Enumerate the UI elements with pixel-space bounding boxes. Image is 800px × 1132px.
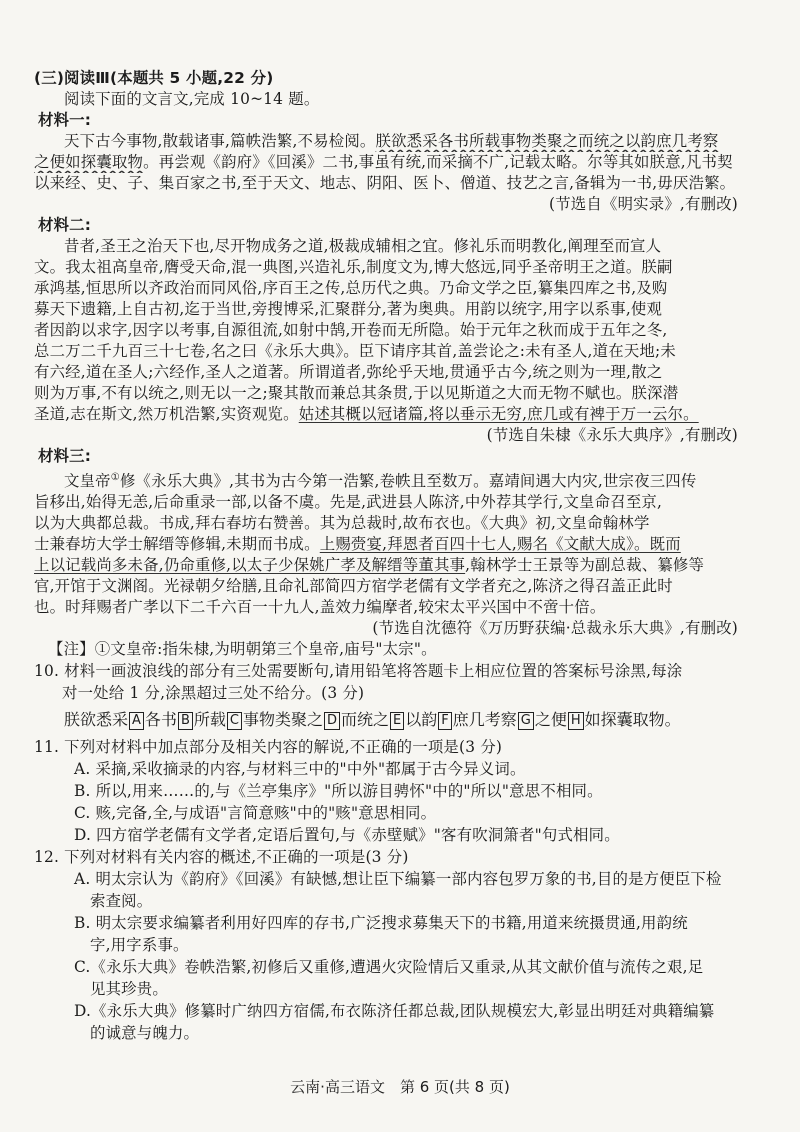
q12-option-c-cont: 见其珍贵。 [90, 980, 168, 999]
section-instruction: 阅读下面的文言文,完成 10~14 题。 [64, 90, 320, 108]
q12-option-d[interactable]: D.《永乐大典》修纂时广纳四方宿儒,布衣陈济任都总裁,团队规模宏大,彰显出明廷对典籍编纂 [74, 1002, 715, 1021]
q12-option-b-cont: 字,用字系事。 [90, 936, 189, 955]
q11-stem: 11. 下列对材料中加点部分及相关内容的解说,不正确的一项是(3 分) [34, 738, 503, 757]
q10-segment-text: 如探囊取物。 [584, 710, 681, 730]
q12-stem: 12. 下列对材料有关内容的概述,不正确的一项是(3 分) [34, 848, 409, 867]
material1-line-3: 以来经、史、子、集百家之书,至于天文、地志、阴阳、医卜、僧道、技艺之言,备辑为一书,毋厌浩繁。 [34, 174, 736, 192]
q10-segment-text: 以韵 [405, 710, 438, 730]
material2-line: 总二万二千九百三十七卷,名之曰《永乐大典》。臣下请序其首,盖尝论之:未有圣人,道在天地;未 [34, 342, 676, 360]
underlined-passage: 上赐赍宴,拜恩者百四十七人,赐名《文献大成》。既而 [319, 535, 681, 554]
q11-option-c[interactable]: C. 赅,完备,全,与成语"言简意赅"中的"赅"意思相同。 [74, 804, 437, 823]
section-title: (三)阅读Ⅲ(本题共 5 小题,22 分) [34, 69, 274, 87]
material3-line: 旨移出,始得无恙,后命重录一部,以备不虞。先是,武进县人陈济,中外荐其学行,文皇命召至京, [34, 493, 663, 512]
material1-title: 材料一: [38, 111, 92, 129]
wavy-passage: 之便如探囊取物 [34, 153, 144, 171]
material1-line-1: 天下古今事物,散载诸事,篇帙浩繁,不易检阅。朕欲悉采各书所载事物类聚之而统之以韵庶几考察 [64, 132, 719, 150]
material1-source: (节选自《明实录》,有删改) [549, 195, 738, 213]
q11-option-d[interactable]: D. 四方宿学老儒有文学者,定语后置句,与《赤壁赋》"客有吹洞箫者"句式相同。 [74, 826, 620, 845]
q12-option-b[interactable]: B. 明太宗要求编纂者利用好四库的存书,广泛搜求募集天下的书籍,用道来统摄贯通,用韵统 [74, 914, 688, 933]
q10-segment-text: 事物类聚之 [242, 710, 323, 730]
q10-answer-row [34, 708, 742, 732]
q10-segment-text: 所载 [193, 710, 226, 730]
material2-line: 圣道,志在斯文,然万机浩繁,实资观览。姑述其概以冠诸篇,将以垂示无穷,庶几或有裨于万一云尔。 [34, 405, 699, 423]
q10-answer-box[interactable]: H [568, 712, 584, 730]
q10-answer-box[interactable]: C [227, 712, 242, 730]
material3-line: 文皇帝①修《永乐大典》,其书为古今第一浩繁,卷帙且至数万。嘉靖间遇大内灾,世宗夜三四传 [64, 472, 697, 491]
q12-option-c[interactable]: C.《永乐大典》卷帙浩繁,初修后又重修,遭遇火灾险情后又重录,从其文献价值与流传之艰,足 [74, 958, 704, 977]
q10-segment-text: 之便 [534, 710, 567, 730]
material2-line: 则为万事,不有以统之,则无以一之;聚其散而兼总其条贯,于以见斯道之大而无物不赋也。朕深潜 [34, 384, 679, 402]
q10-answer-box[interactable]: D [324, 712, 340, 730]
material3-line: 上以记载尚多未备,仍命重修,以太子少保姚广孝及解缙等董其事,翰林学士王景等为副总裁、纂修等 [34, 556, 705, 575]
page-footer: 云南·高三语文 第 6 页(共 8 页) [290, 1078, 510, 1096]
footnote-marker: ① [110, 472, 120, 483]
material3-line: 士兼春坊大学士解缙等修辑,未期而书成。上赐赍宴,拜恩者百四十七人,赐名《文献大成》。既而 [34, 535, 681, 554]
material2-line: 承鸿基,恒思所以齐政治而同风俗,序百王之传,总历代之典。乃命文学之臣,纂集四库之书,及购 [34, 279, 668, 297]
material2-line: 昔者,圣王之治天下也,尽开物成务之道,极裁成辅相之宜。修礼乐而明教化,阐理至而宣人 [64, 237, 662, 255]
footnote: 【注】①文皇帝:指朱棣,为明朝第三个皇帝,庙号"太宗"。 [48, 640, 437, 659]
q10-stem: 10. 材料一画波浪线的部分有三处需要断句,请用铅笔将答题卡上相应位置的答案标号涂黑,每涂 [34, 662, 683, 681]
q12-option-d-cont: 的诚意与魄力。 [90, 1024, 200, 1043]
q10-segment-text: 而统之 [340, 710, 389, 730]
q11-option-b[interactable]: B. 所以,用来……的,与《兰亭集序》"所以游目骋怀"中的"所以"意思不相同。 [74, 782, 603, 801]
q10-stem-cont: 对一处给 1 分,涂黑超过三处不给分。(3 分) [62, 684, 365, 703]
material2-line: 有六经,道在圣人;六经作,圣人之道著。所谓道者,弥纶乎天地,贯通乎古今,统之则为一理,散之 [34, 363, 663, 381]
underlined-passage: 姑述其概以冠诸篇,将以垂示无穷,庶几或有裨于万一云尔。 [298, 405, 699, 423]
wavy-passage: 朕欲悉采各书所载事物类聚之而统之以韵庶几考察 [375, 132, 719, 150]
material2-line: 者因韵以求字,因字以考事,自源徂流,如射中鹄,开卷而无所隐。始于元年之秋而成于五年之冬, [34, 321, 668, 339]
q10-answer-box[interactable]: A [129, 712, 144, 730]
q12-option-a[interactable]: A. 明太宗认为《韵府》《回溪》有缺憾,想让臣下编纂一部内容包罗万象的书,目的是方便臣下检 [74, 870, 722, 889]
material3-line: 也。时拜赐者广孝以下二千六百一十九人,盖效力编摩者,较宋太平兴国中不啻十倍。 [34, 598, 606, 617]
q11-option-a[interactable]: A. 采摘,采收摘录的内容,与材料三中的"中外"都属于古今异义词。 [74, 760, 526, 779]
material3-line: 以为大典都总裁。书成,拜右春坊右赞善。其为总裁时,故布衣也。《大典》初,文皇命翰林学 [34, 514, 650, 533]
material1-line-2: 之便如探囊取物。再尝观《韵府》《回溪》二书,事虽有统,而采摘不广,记载太略。尔等其如朕意,凡书契 [34, 153, 733, 171]
q10-answer-box[interactable]: E [390, 712, 404, 730]
material3-line: 官,开馆于文渊阁。光禄朝夕给膳,且命礼部简四方宿学老儒有文学者充之,陈济之得召盖正此时 [34, 577, 673, 596]
underlined-passage: 上以记载尚多未备,仍命重修,以太子少保姚广孝及解缙等董其事 [34, 556, 466, 575]
q10-answer-box[interactable]: G [518, 712, 534, 730]
material2-source: (节选自朱棣《永乐大典序》,有删改) [486, 426, 738, 444]
q12-option-a-cont: 索查阅。 [90, 892, 153, 911]
material2-title: 材料二: [38, 216, 92, 234]
q10-segment-text: 庶几考察 [452, 710, 517, 730]
material2-line: 募天下遗籍,上自古初,迄于当世,旁搜博采,汇聚群分,著为奥典。用韵以统字,用字以系事,使观 [34, 300, 663, 318]
material3-title: 材料三: [38, 447, 92, 465]
q10-segment-text: 朕欲悉采 [64, 710, 129, 730]
material2-line: 文。我太祖高皇帝,膺受天命,混一典图,兴造礼乐,制度文为,博大悠远,同乎圣帝明王之道。朕嗣 [34, 258, 673, 276]
q10-answer-box[interactable]: B [178, 712, 193, 730]
material3-source: (节选自沈德符《万历野获编·总裁永乐大典》,有删改) [372, 619, 738, 638]
q10-answer-box[interactable]: F [438, 712, 451, 730]
q10-segment-text: 各书 [144, 710, 177, 730]
